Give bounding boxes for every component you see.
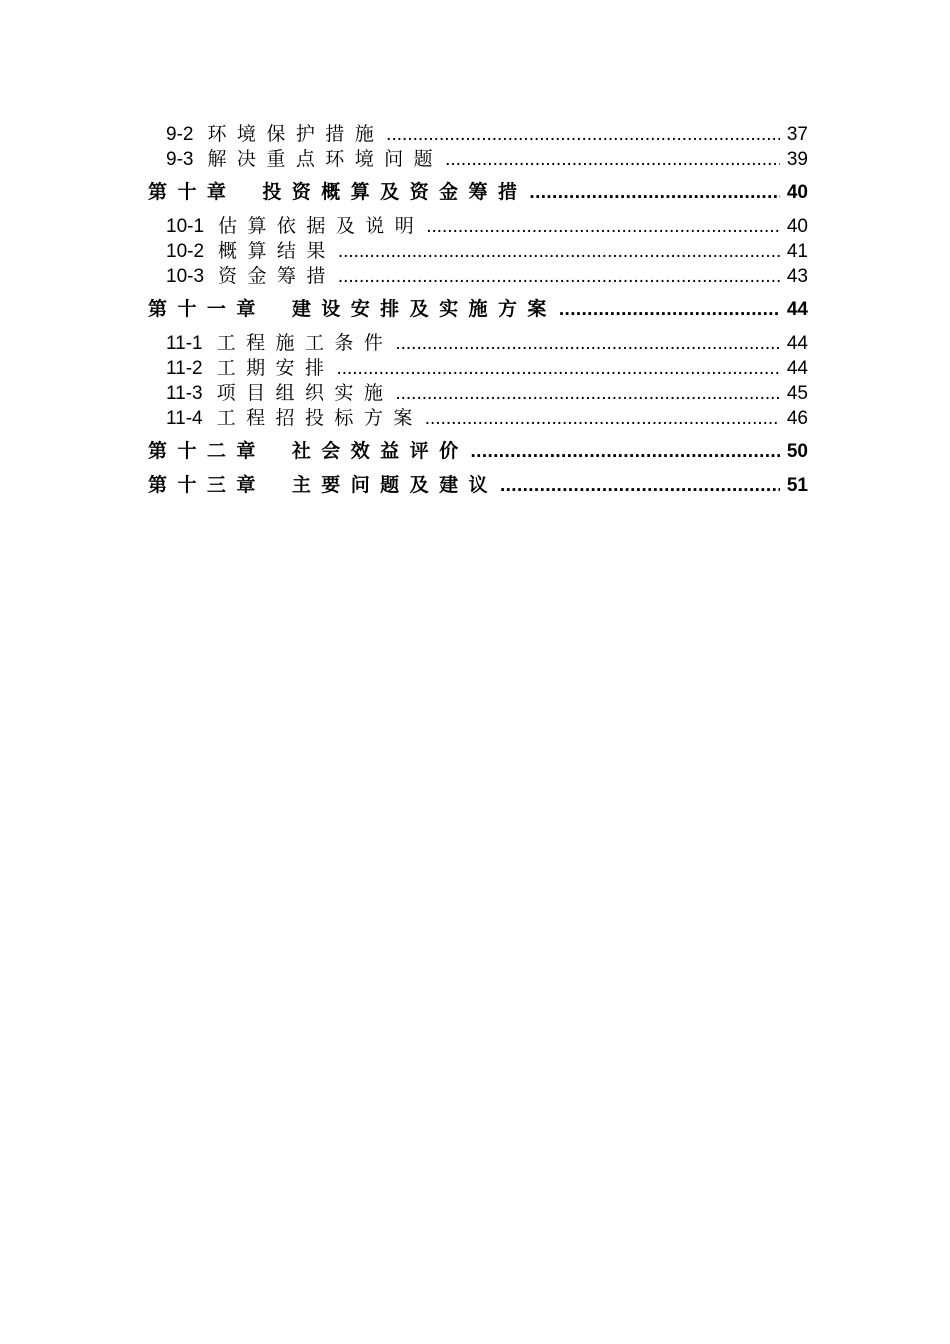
toc-entry-number: 10-3 xyxy=(166,266,205,287)
toc-chapter-page: 40 xyxy=(786,182,808,203)
dot-leader xyxy=(338,264,780,289)
toc-entry-9-2[interactable] xyxy=(148,122,808,147)
toc-entry-10-3[interactable] xyxy=(148,264,808,289)
toc-entry-title: 概算结果 xyxy=(218,241,336,262)
dot-leader xyxy=(425,406,780,431)
toc-entry-title: 项目组织实施 xyxy=(216,383,394,404)
toc-chapter-page: 51 xyxy=(786,475,808,496)
toc-entry-10-2[interactable] xyxy=(148,239,808,264)
toc-chapter-11[interactable] xyxy=(148,297,808,323)
toc-entry-page: 46 xyxy=(786,408,808,429)
toc-entry-number: 11-3 xyxy=(166,383,203,404)
toc-chapter-title: 投资概算及资金筹措 xyxy=(262,182,528,203)
toc-entry-9-3[interactable] xyxy=(148,147,808,172)
table-of-contents xyxy=(148,122,808,507)
toc-entry-11-4[interactable] xyxy=(148,406,808,431)
dot-leader xyxy=(386,122,780,147)
toc-entry-number: 11-1 xyxy=(166,333,203,354)
dot-leader xyxy=(336,356,780,381)
toc-entry-title: 估算依据及说明 xyxy=(218,216,425,237)
toc-entry-title: 工程招投标方案 xyxy=(216,408,423,429)
dot-leader xyxy=(395,331,780,356)
toc-entry-number: 9-2 xyxy=(166,124,194,145)
toc-entry-11-1[interactable] xyxy=(148,331,808,356)
toc-chapter-number: 第十章 xyxy=(148,182,237,203)
dot-leader xyxy=(338,239,780,264)
dot-leader xyxy=(529,180,780,206)
dot-leader xyxy=(559,297,780,323)
toc-entry-number: 11-4 xyxy=(166,408,203,429)
toc-entry-10-1[interactable] xyxy=(148,214,808,239)
toc-chapter-number: 第十三章 xyxy=(148,475,266,496)
toc-entry-number: 10-1 xyxy=(166,216,205,237)
toc-entry-number: 11-2 xyxy=(166,358,203,379)
toc-entry-page: 41 xyxy=(786,241,808,262)
toc-chapter-13[interactable] xyxy=(148,473,808,499)
dot-leader xyxy=(500,473,780,499)
toc-entry-page: 37 xyxy=(786,124,808,145)
toc-entry-page: 44 xyxy=(786,358,808,379)
toc-entry-page: 40 xyxy=(786,216,808,237)
toc-entry-title: 解决重点环境问题 xyxy=(207,149,444,170)
toc-entry-title: 工期安排 xyxy=(216,358,335,379)
toc-entry-page: 44 xyxy=(786,333,808,354)
toc-chapter-number: 第十二章 xyxy=(148,441,266,462)
toc-entry-page: 43 xyxy=(786,266,808,287)
toc-entry-title: 资金筹措 xyxy=(218,266,336,287)
toc-entry-11-2[interactable] xyxy=(148,356,808,381)
toc-entry-number: 10-2 xyxy=(166,241,205,262)
toc-chapter-10[interactable] xyxy=(148,180,808,206)
toc-chapter-title: 社会效益评价 xyxy=(291,441,469,462)
toc-chapter-page: 44 xyxy=(786,299,808,320)
dot-leader xyxy=(471,439,780,465)
toc-entry-number: 9-3 xyxy=(166,149,194,170)
toc-entry-title: 工程施工条件 xyxy=(216,333,394,354)
toc-entry-title: 环境保护措施 xyxy=(207,124,385,145)
dot-leader xyxy=(395,381,780,406)
toc-chapter-12[interactable] xyxy=(148,439,808,465)
toc-entry-page: 39 xyxy=(786,149,808,170)
dot-leader xyxy=(445,147,780,172)
dot-leader xyxy=(426,214,780,239)
toc-chapter-title: 建设安排及实施方案 xyxy=(291,299,557,320)
toc-entry-11-3[interactable] xyxy=(148,381,808,406)
toc-chapter-page: 50 xyxy=(786,441,808,462)
toc-chapter-number: 第十一章 xyxy=(148,299,266,320)
toc-entry-page: 45 xyxy=(786,383,808,404)
toc-chapter-title: 主要问题及建议 xyxy=(291,475,498,496)
